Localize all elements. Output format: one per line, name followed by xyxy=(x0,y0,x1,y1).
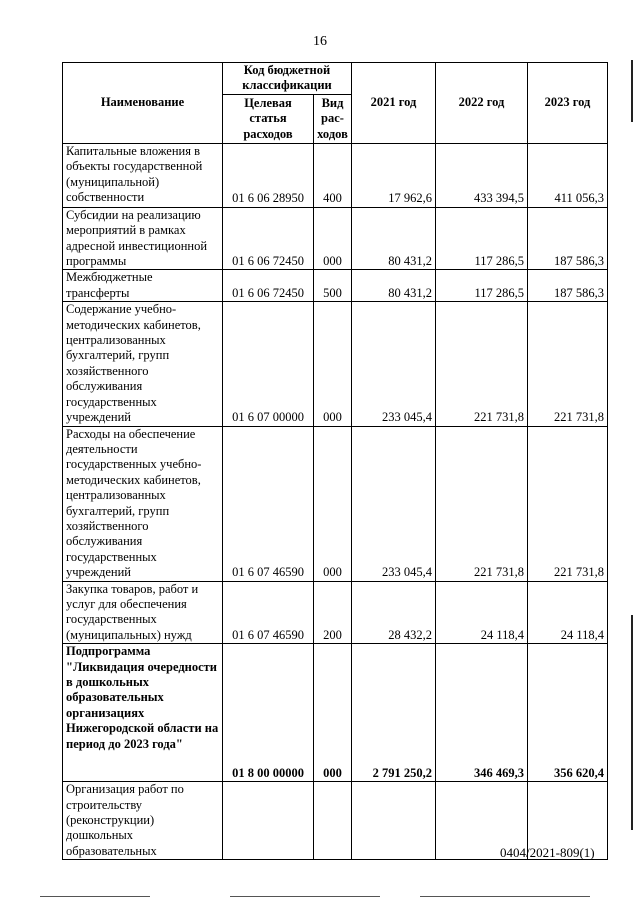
table-row xyxy=(63,581,608,644)
row-value-2023: 356 620,4 xyxy=(528,644,608,782)
row-value-2022: 117 286,5 xyxy=(436,207,528,270)
row-target-article: 01 6 07 00000 xyxy=(223,302,314,426)
row-expense-type: 000 xyxy=(314,207,352,270)
row-value-2022: 221 731,8 xyxy=(436,426,528,581)
page-number: 16 xyxy=(313,34,327,49)
table-row xyxy=(63,302,608,426)
row-value-2021 xyxy=(352,782,436,860)
row-value-2023: 24 118,4 xyxy=(528,581,608,644)
row-value-2021: 233 045,4 xyxy=(352,426,436,581)
scan-line xyxy=(420,896,590,897)
row-target-article: 01 6 06 72450 xyxy=(223,207,314,270)
row-name: Межбюджетные трансферты xyxy=(63,270,223,302)
table-row xyxy=(63,143,608,207)
header-expense-type: Вид рас-ходов xyxy=(314,94,352,143)
document-code: 0404/2021-809(1) xyxy=(500,845,595,860)
row-target-article: 01 8 00 00000 xyxy=(223,644,314,782)
row-name: Подпрограмма "Ликвидация очередности в дошкольных образовательных организациях Нижегородской области на период до 2023 года" xyxy=(63,644,223,782)
row-target-article xyxy=(223,782,314,860)
header-target-article: Целевая статья расходов xyxy=(223,94,314,143)
row-expense-type: 200 xyxy=(314,581,352,644)
table-row xyxy=(63,207,608,270)
scan-edge xyxy=(631,60,633,122)
row-name: Капитальные вложения в объекты государственной (муниципальной) собственности xyxy=(63,143,223,207)
scan-line xyxy=(230,896,380,897)
row-value-2023: 187 586,3 xyxy=(528,270,608,302)
row-value-2021: 80 431,2 xyxy=(352,207,436,270)
row-expense-type: 000 xyxy=(314,302,352,426)
row-value-2023: 221 731,8 xyxy=(528,426,608,581)
budget-table xyxy=(62,62,608,860)
row-target-article: 01 6 06 28950 xyxy=(223,143,314,207)
row-name: Организация работ по строительству (реконструкции) дошкольных образовательных xyxy=(63,782,223,860)
table-body xyxy=(63,143,608,859)
header-classification: Код бюджетной классификации xyxy=(223,63,352,95)
row-value-2021: 28 432,2 xyxy=(352,581,436,644)
row-value-2021: 233 045,4 xyxy=(352,302,436,426)
row-value-2022: 221 731,8 xyxy=(436,302,528,426)
row-expense-type xyxy=(314,782,352,860)
row-expense-type: 000 xyxy=(314,644,352,782)
row-value-2022: 117 286,5 xyxy=(436,270,528,302)
row-value-2022: 433 394,5 xyxy=(436,143,528,207)
row-value-2023: 221 731,8 xyxy=(528,302,608,426)
row-expense-type: 400 xyxy=(314,143,352,207)
header-year-2021: 2021 год xyxy=(352,63,436,144)
row-target-article: 01 6 07 46590 xyxy=(223,581,314,644)
header-year-2022: 2022 год xyxy=(436,63,528,144)
row-expense-type: 000 xyxy=(314,426,352,581)
row-target-article: 01 6 07 46590 xyxy=(223,426,314,581)
row-value-2023: 411 056,3 xyxy=(528,143,608,207)
table-row xyxy=(63,426,608,581)
row-name: Содержание учебно-методических кабинетов, централизованных бухгалтерий, групп хозяйственного обслуживания государственных учреждений xyxy=(63,302,223,426)
row-value-2021: 2 791 250,2 xyxy=(352,644,436,782)
table-row xyxy=(63,644,608,782)
table-row xyxy=(63,270,608,302)
row-name: Субсидии на реализацию мероприятий в рамках адресной инвестиционной программы xyxy=(63,207,223,270)
row-value-2021: 17 962,6 xyxy=(352,143,436,207)
row-target-article: 01 6 06 72450 xyxy=(223,270,314,302)
row-expense-type: 500 xyxy=(314,270,352,302)
row-value-2022: 24 118,4 xyxy=(436,581,528,644)
scan-line xyxy=(40,896,150,897)
scan-edge xyxy=(631,615,633,830)
row-value-2023: 187 586,3 xyxy=(528,207,608,270)
row-name: Закупка товаров, работ и услуг для обеспечения государственных (муниципальных) нужд xyxy=(63,581,223,644)
row-value-2022: 346 469,3 xyxy=(436,644,528,782)
row-name: Расходы на обеспечение деятельности государственных учебно-методических кабинетов, централизованных бухгалтерий, групп хозяйственного обслуживания государственных учреждений xyxy=(63,426,223,581)
row-value-2021: 80 431,2 xyxy=(352,270,436,302)
header-year-2023: 2023 год xyxy=(528,63,608,144)
header-name: Наименование xyxy=(63,63,223,144)
